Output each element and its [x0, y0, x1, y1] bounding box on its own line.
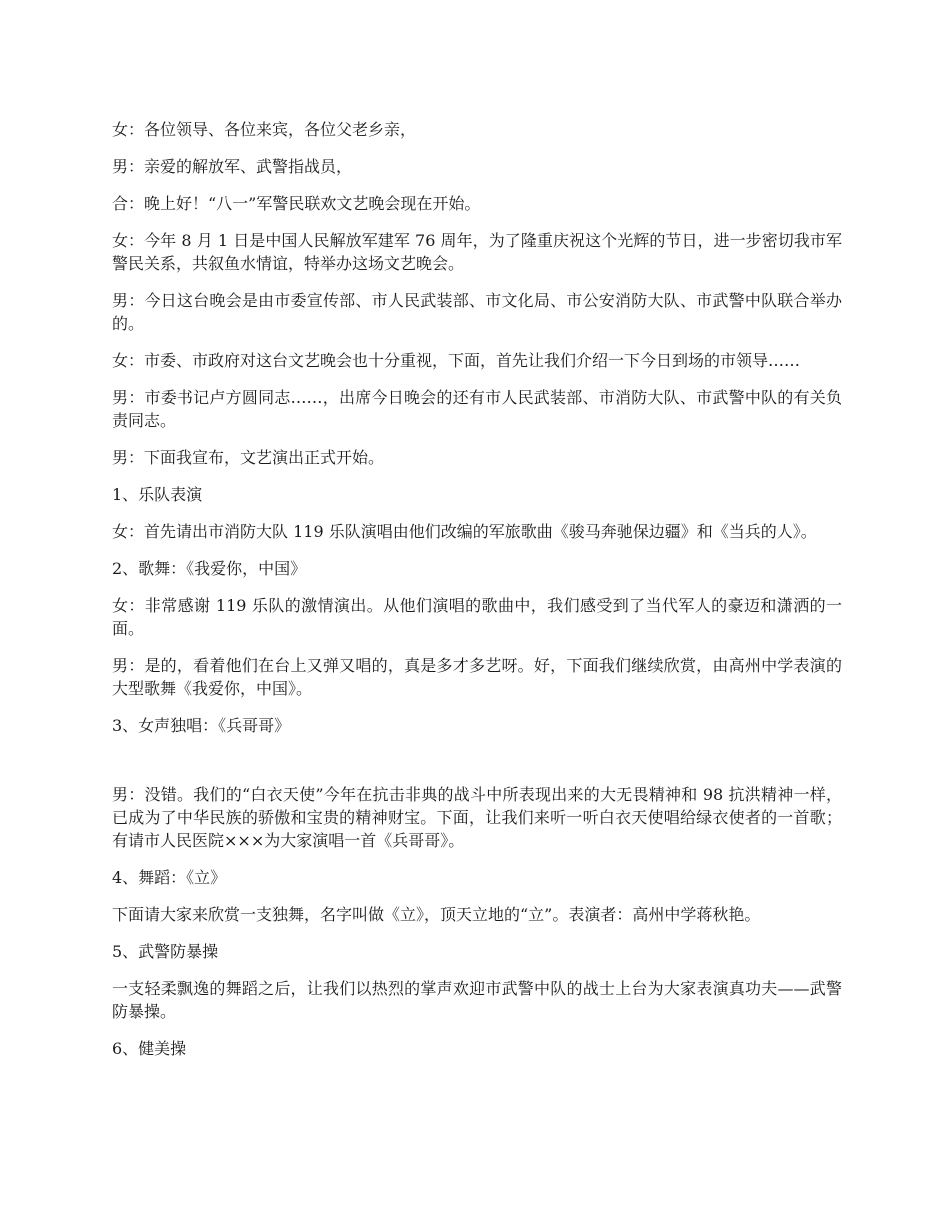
paragraph-anniversary: 女：今年 8 月 1 日是中国人民解放军建军 76 周年，为了隆重庆祝这个光辉的节日，进一步密切我市军警民关系，共叙鱼水情谊，特举办这场文艺晚会。	[112, 231, 842, 273]
paragraph-next-dance: 男：是的，看着他们在台上又弹又唱的，真是多才多艺呀。好，下面我们继续欣赏，由高州中学表演的大型歌舞《我爱你，中国》。	[112, 656, 842, 698]
section-heading-3: 3、女声独唱：《兵哥哥》	[112, 716, 291, 735]
section-heading-5: 5、武警防暴操	[112, 942, 219, 961]
paragraph-leaders-intro: 女：市委、市政府对这台文艺晚会也十分重视，下面，首先让我们介绍一下今日到场的市领导……	[112, 351, 801, 370]
paragraph-greeting-together: 合：晚上好！“八一”军警民联欢文艺晚会现在开始。	[112, 194, 481, 213]
paragraph-white-angel: 男：没错。我们的“白衣天使”今年在抗击非典的战斗中所表现出来的大无畏精神和 98 抗洪精神一样，已成为了中华民族的骄傲和宝贵的精神财宝。下面，让我们来听一听白衣天使唱给绿衣使者的一首歌；有请市人民医院×××为大家演唱一首《兵哥哥》。	[112, 785, 842, 850]
paragraph-attendees: 男：市委书记卢方圆同志……，出席今日晚会的还有市人民武装部、市消防大队、市武警中队的有关负责同志。	[112, 388, 842, 430]
paragraph-greeting-female: 女：各位领导、各位来宾，各位父老乡亲，	[112, 120, 417, 139]
paragraph-thanks-band: 女：非常感谢 119 乐队的激情演出。从他们演唱的歌曲中，我们感受到了当代军人的豪迈和潇洒的一面。	[112, 596, 842, 638]
section-heading-6: 6、健美操	[112, 1039, 187, 1058]
paragraph-band: 女：首先请出市消防大队 119 乐队演唱由他们改编的军旅歌曲《骏马奔驰保边疆》和《当兵的人》。	[112, 522, 817, 541]
document-body	[112, 118, 842, 1074]
section-heading-1: 1、乐队表演	[112, 485, 203, 504]
paragraph-greeting-male: 男：亲爱的解放军、武警指战员，	[112, 157, 353, 176]
paragraph-organizers: 男：今日这台晚会是由市委宣传部、市人民武装部、市文化局、市公安消防大队、市武警中队联合举办的。	[112, 291, 842, 333]
blank-gap	[112, 751, 842, 783]
paragraph-riot-drill: 一支轻柔飘逸的舞蹈之后，让我们以热烈的掌声欢迎市武警中队的战士上台为大家表演真功夫——武警防暴操。	[112, 979, 842, 1021]
paragraph-start: 男：下面我宣布，文艺演出正式开始。	[112, 448, 385, 467]
section-heading-4: 4、舞蹈：《立》	[112, 868, 227, 887]
paragraph-solo-dance: 下面请大家来欣赏一支独舞，名字叫做《立》，顶天立地的“立”。表演者：高州中学蒋秋艳。	[112, 905, 761, 924]
section-heading-2: 2、歌舞：《我爱你，中国》	[112, 559, 307, 578]
